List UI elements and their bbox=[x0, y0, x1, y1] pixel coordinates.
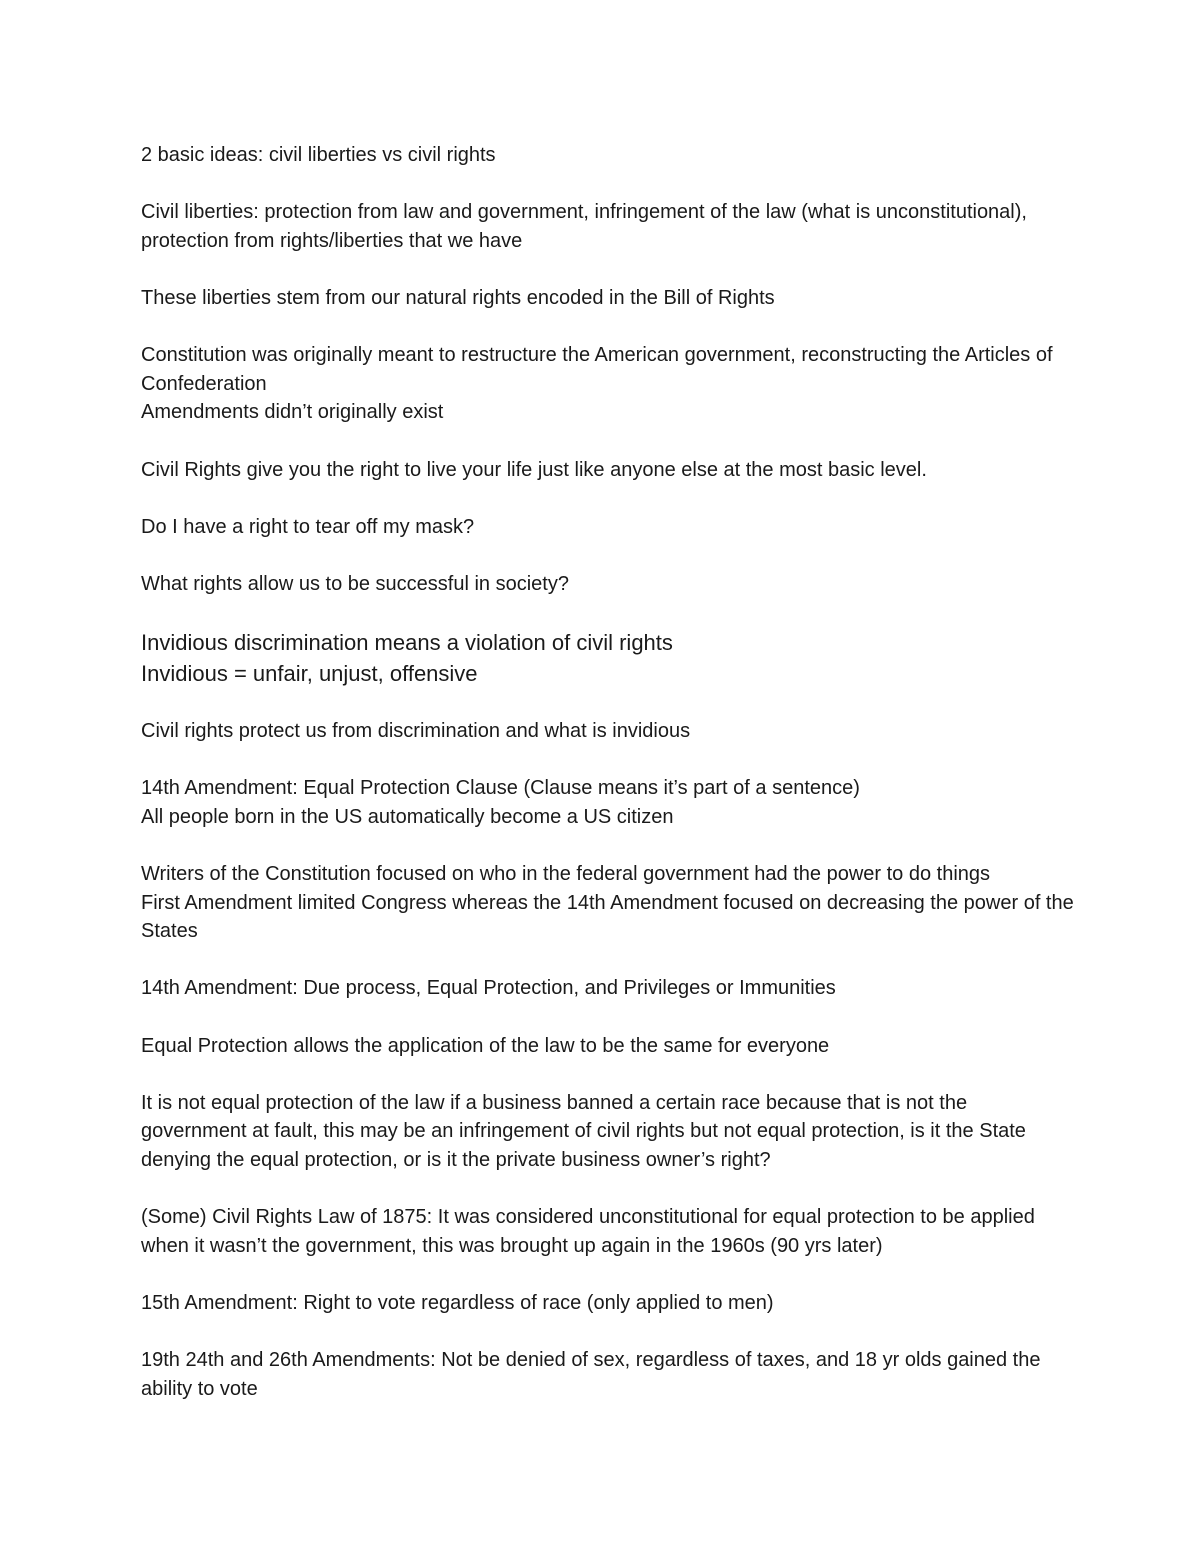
note-line: Amendments didn’t originally exist bbox=[141, 401, 444, 424]
note-paragraph bbox=[141, 1089, 1076, 1175]
note-line: 2 basic ideas: civil liberties vs civil rights bbox=[141, 144, 496, 166]
note-line: It is not equal protection of the law if a business banned a certain race because that is not the government at fault, this may be an infringement of civil rights but not equal protection, is it the State denying the equal protection, or is it the private business owner’s right? bbox=[141, 1091, 1026, 1171]
note-line: Invidious discrimination means a violation of civil rights bbox=[141, 630, 673, 656]
note-paragraph bbox=[141, 1346, 1076, 1403]
note-line: These liberties stem from our natural rights encoded in the Bill of Rights bbox=[141, 286, 775, 309]
note-paragraph bbox=[141, 198, 1076, 255]
note-paragraph-large bbox=[141, 627, 1076, 689]
note-line: Writers of the Constitution focused on who in the federal government had the power to do things bbox=[141, 863, 991, 886]
note-paragraph bbox=[141, 1032, 1076, 1061]
note-line: Civil liberties: protection from law and government, infringement of the law (what is unconstitutional), protection from rights/liberties that we have bbox=[141, 201, 1027, 252]
note-line: Do I have a right to tear off my mask? bbox=[141, 515, 475, 538]
note-line: Invidious = unfair, unjust, offensive bbox=[141, 661, 478, 687]
document-page bbox=[141, 141, 1076, 1432]
note-line: What rights allow us to be successful in society? bbox=[141, 572, 569, 595]
note-line: Civil rights protect us from discrimination and what is invidious bbox=[141, 720, 691, 743]
note-line: (Some) Civil Rights Law of 1875: It was considered unconstitutional for equal protection to be applied when it wasn’t the government, this was brought up again in the 1960s (90 yrs later) bbox=[141, 1206, 1035, 1257]
note-paragraph bbox=[141, 974, 1076, 1003]
note-line: 15th Amendment: Right to vote regardless of race (only applied to men) bbox=[141, 1291, 774, 1314]
note-paragraph bbox=[141, 341, 1076, 427]
note-line: 14th Amendment: Equal Protection Clause (Clause means it’s part of a sentence) bbox=[141, 777, 860, 800]
note-paragraph bbox=[141, 456, 1076, 485]
note-paragraph bbox=[141, 860, 1076, 946]
note-line: Civil Rights give you the right to live your life just like anyone else at the most basic level. bbox=[141, 458, 927, 481]
note-paragraph bbox=[141, 1289, 1076, 1318]
note-paragraph bbox=[141, 1203, 1076, 1260]
note-paragraph bbox=[141, 717, 1076, 746]
note-line: First Amendment limited Congress whereas the 14th Amendment focused on decreasing the power of the States bbox=[141, 891, 1074, 943]
note-paragraph bbox=[141, 141, 1076, 170]
note-paragraph bbox=[141, 513, 1076, 542]
note-line: 19th 24th and 26th Amendments: Not be denied of sex, regardless of taxes, and 18 yr olds gained the ability to vote bbox=[141, 1349, 1041, 1400]
note-paragraph bbox=[141, 284, 1076, 313]
note-paragraph bbox=[141, 774, 1076, 831]
note-paragraph bbox=[141, 570, 1076, 599]
note-line: 14th Amendment: Due process, Equal Protection, and Privileges or Immunities bbox=[141, 977, 836, 1000]
note-line: All people born in the US automatically become a US citizen bbox=[141, 805, 674, 828]
note-line: Constitution was originally meant to restructure the American government, reconstructing the Articles of Confederation bbox=[141, 344, 1053, 395]
note-line: Equal Protection allows the application of the law to be the same for everyone bbox=[141, 1034, 830, 1057]
